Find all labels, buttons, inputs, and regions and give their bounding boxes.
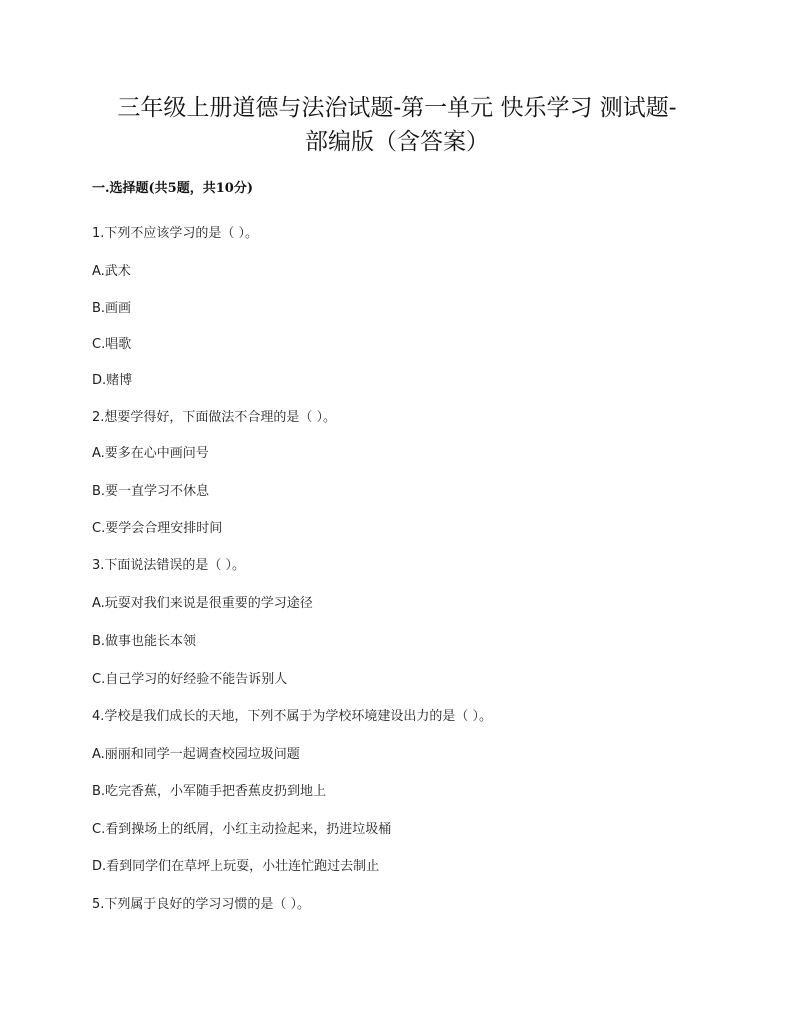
question-2-option-b: B.要一直学习不休息 [92,484,210,499]
question-3-option-a: A.玩耍对我们来说是很重要的学习途径 [92,596,313,611]
question-1-option-d: D.赌博 [92,373,133,388]
question-4-option-c: C.看到操场上的纸屑，小红主动捡起来，扔进垃圾桶 [92,822,392,837]
question-3-option-c: C.自己学习的好经验不能告诉别人 [92,672,288,687]
question-4-option-b: B.吃完香蕉，小军随手把香蕉皮扔到地上 [92,784,327,799]
question-1-option-b: B.画画 [92,301,132,316]
question-3-option-b: B.做事也能长本领 [92,634,197,649]
question-4-option-a: A.丽丽和同学一起调查校园垃圾问题 [92,747,300,762]
question-4-stem: 4.学校是我们成长的天地，下列不属于为学校环境建设出力的是（ ）。 [92,709,493,724]
question-2-stem: 2.想要学得好，下面做法不合理的是（ ）。 [92,410,337,425]
question-2-option-c: C.要学会合理安排时间 [92,521,223,536]
question-3-stem: 3.下面说法错误的是（ ）。 [92,558,246,573]
question-4-option-d: D.看到同学们在草坪上玩耍，小壮连忙跑过去制止 [92,859,380,874]
question-1-option-c: C.唱歌 [92,337,132,352]
section-heading: 一.选择题(共5题，共10分) [92,181,253,196]
question-2-option-a: A.要多在心中画问号 [92,446,209,461]
question-5-stem: 5.下列属于良好的学习习惯的是（ ）。 [92,897,311,912]
document-title-line-1: 三年级上册道德与法治试题-第一单元 快乐学习 测试题- [117,95,677,121]
question-1-option-a: A.武术 [92,264,131,279]
question-1-stem: 1.下列不应该学习的是（ ）。 [92,226,259,241]
document-title-line-2: 部编版（含答案） [305,129,489,155]
